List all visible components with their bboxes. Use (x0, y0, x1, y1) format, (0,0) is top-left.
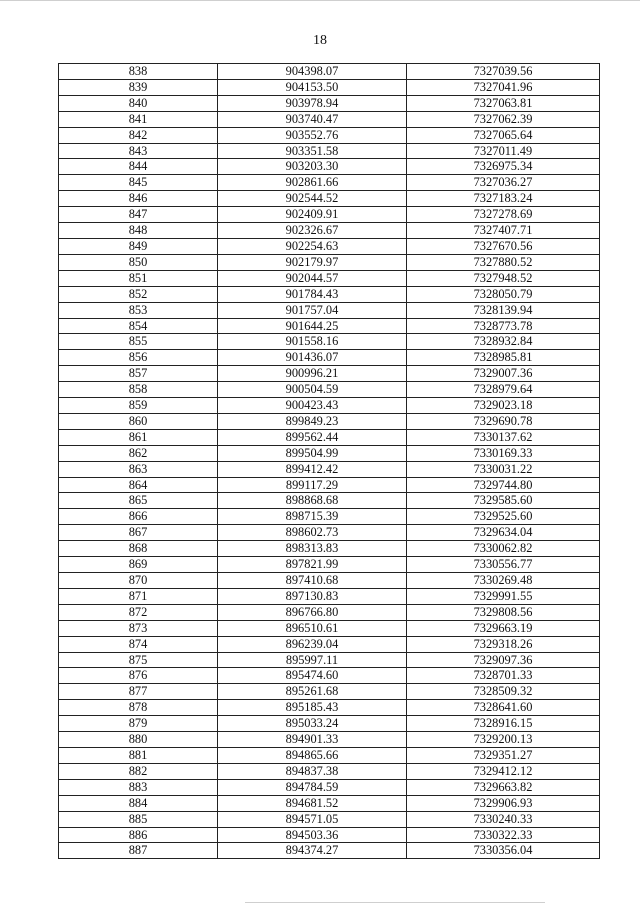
point-number-cell: 866 (59, 509, 218, 525)
table-row (59, 413, 600, 429)
point-number-cell: 867 (59, 525, 218, 541)
table-row (59, 350, 600, 366)
x-coordinate-cell: 895261.68 (218, 684, 407, 700)
x-coordinate-cell: 899504.99 (218, 445, 407, 461)
page-bottom-edge (245, 902, 545, 903)
y-coordinate-cell: 7329991.55 (407, 588, 600, 604)
x-coordinate-cell: 902544.52 (218, 191, 407, 207)
point-number-cell: 846 (59, 191, 218, 207)
table-row (59, 254, 600, 270)
point-number-cell: 848 (59, 223, 218, 239)
point-number-cell: 883 (59, 779, 218, 795)
coordinates-table-body (59, 64, 600, 859)
table-row (59, 636, 600, 652)
point-number-cell: 845 (59, 175, 218, 191)
point-number-cell: 871 (59, 588, 218, 604)
point-number-cell: 843 (59, 143, 218, 159)
table-row (59, 716, 600, 732)
table-row (59, 620, 600, 636)
y-coordinate-cell: 7328773.78 (407, 318, 600, 334)
y-coordinate-cell: 7327278.69 (407, 207, 600, 223)
y-coordinate-cell: 7329663.82 (407, 779, 600, 795)
page-number: 18 (313, 33, 327, 48)
table-row (59, 493, 600, 509)
x-coordinate-cell: 894571.05 (218, 811, 407, 827)
table-row (59, 159, 600, 175)
table-row (59, 779, 600, 795)
table-row (59, 541, 600, 557)
table-row (59, 668, 600, 684)
table-row (59, 763, 600, 779)
y-coordinate-cell: 7329200.13 (407, 732, 600, 748)
table-row (59, 223, 600, 239)
x-coordinate-cell: 904153.50 (218, 79, 407, 95)
x-coordinate-cell: 894374.27 (218, 843, 407, 859)
table-row (59, 573, 600, 589)
x-coordinate-cell: 897410.68 (218, 573, 407, 589)
point-number-cell: 853 (59, 302, 218, 318)
table-row (59, 429, 600, 445)
table-row (59, 509, 600, 525)
point-number-cell: 869 (59, 557, 218, 573)
table-row (59, 700, 600, 716)
x-coordinate-cell: 902254.63 (218, 238, 407, 254)
y-coordinate-cell: 7327063.81 (407, 95, 600, 111)
table-row (59, 525, 600, 541)
table-row (59, 398, 600, 414)
y-coordinate-cell: 7327041.96 (407, 79, 600, 95)
y-coordinate-cell: 7329318.26 (407, 636, 600, 652)
point-number-cell: 840 (59, 95, 218, 111)
x-coordinate-cell: 895033.24 (218, 716, 407, 732)
table-row (59, 843, 600, 859)
point-number-cell: 877 (59, 684, 218, 700)
y-coordinate-cell: 7328932.84 (407, 334, 600, 350)
x-coordinate-cell: 902409.91 (218, 207, 407, 223)
x-coordinate-cell: 899849.23 (218, 413, 407, 429)
table-row (59, 811, 600, 827)
y-coordinate-cell: 7330031.22 (407, 461, 600, 477)
x-coordinate-cell: 901784.43 (218, 286, 407, 302)
point-number-cell: 844 (59, 159, 218, 175)
y-coordinate-cell: 7330137.62 (407, 429, 600, 445)
point-number-cell: 852 (59, 286, 218, 302)
y-coordinate-cell: 7329007.36 (407, 366, 600, 382)
y-coordinate-cell: 7328979.64 (407, 382, 600, 398)
table-row (59, 684, 600, 700)
table-row (59, 366, 600, 382)
table-row (59, 79, 600, 95)
point-number-cell: 874 (59, 636, 218, 652)
point-number-cell: 856 (59, 350, 218, 366)
y-coordinate-cell: 7327065.64 (407, 127, 600, 143)
y-coordinate-cell: 7330269.48 (407, 573, 600, 589)
table-row (59, 207, 600, 223)
y-coordinate-cell: 7330240.33 (407, 811, 600, 827)
point-number-cell: 862 (59, 445, 218, 461)
x-coordinate-cell: 895185.43 (218, 700, 407, 716)
x-coordinate-cell: 903978.94 (218, 95, 407, 111)
table-row (59, 604, 600, 620)
y-coordinate-cell: 7330322.33 (407, 827, 600, 843)
point-number-cell: 847 (59, 207, 218, 223)
y-coordinate-cell: 7330062.82 (407, 541, 600, 557)
table-row (59, 64, 600, 80)
y-coordinate-cell: 7327011.49 (407, 143, 600, 159)
point-number-cell: 849 (59, 238, 218, 254)
y-coordinate-cell: 7329525.60 (407, 509, 600, 525)
y-coordinate-cell: 7330556.77 (407, 557, 600, 573)
x-coordinate-cell: 898715.39 (218, 509, 407, 525)
point-number-cell: 851 (59, 270, 218, 286)
x-coordinate-cell: 903351.58 (218, 143, 407, 159)
x-coordinate-cell: 898313.83 (218, 541, 407, 557)
table-row (59, 318, 600, 334)
point-number-cell: 860 (59, 413, 218, 429)
y-coordinate-cell: 7329412.12 (407, 763, 600, 779)
table-row (59, 382, 600, 398)
point-number-cell: 838 (59, 64, 218, 80)
table-row (59, 334, 600, 350)
table-row (59, 302, 600, 318)
y-coordinate-cell: 7328509.32 (407, 684, 600, 700)
point-number-cell: 875 (59, 652, 218, 668)
x-coordinate-cell: 902179.97 (218, 254, 407, 270)
point-number-cell: 865 (59, 493, 218, 509)
point-number-cell: 876 (59, 668, 218, 684)
table-row (59, 557, 600, 573)
y-coordinate-cell: 7328701.33 (407, 668, 600, 684)
y-coordinate-cell: 7329351.27 (407, 747, 600, 763)
table-row (59, 270, 600, 286)
x-coordinate-cell: 895997.11 (218, 652, 407, 668)
table-row (59, 127, 600, 143)
point-number-cell: 839 (59, 79, 218, 95)
x-coordinate-cell: 896766.80 (218, 604, 407, 620)
point-number-cell: 863 (59, 461, 218, 477)
table-row (59, 652, 600, 668)
y-coordinate-cell: 7328985.81 (407, 350, 600, 366)
x-coordinate-cell: 899117.29 (218, 477, 407, 493)
point-number-cell: 873 (59, 620, 218, 636)
x-coordinate-cell: 899562.44 (218, 429, 407, 445)
table-row (59, 175, 600, 191)
x-coordinate-cell: 903740.47 (218, 111, 407, 127)
table-row (59, 588, 600, 604)
table-row (59, 111, 600, 127)
coordinates-table (58, 63, 600, 859)
point-number-cell: 878 (59, 700, 218, 716)
table-row (59, 286, 600, 302)
y-coordinate-cell: 7326975.34 (407, 159, 600, 175)
y-coordinate-cell: 7327407.71 (407, 223, 600, 239)
y-coordinate-cell: 7327670.56 (407, 238, 600, 254)
page-top-edge (0, 0, 640, 1)
point-number-cell: 859 (59, 398, 218, 414)
table-row (59, 827, 600, 843)
y-coordinate-cell: 7329690.78 (407, 413, 600, 429)
y-coordinate-cell: 7329906.93 (407, 795, 600, 811)
x-coordinate-cell: 894901.33 (218, 732, 407, 748)
y-coordinate-cell: 7329634.04 (407, 525, 600, 541)
table-row (59, 477, 600, 493)
y-coordinate-cell: 7327880.52 (407, 254, 600, 270)
table-row (59, 795, 600, 811)
point-number-cell: 854 (59, 318, 218, 334)
point-number-cell: 861 (59, 429, 218, 445)
table-row (59, 732, 600, 748)
point-number-cell: 879 (59, 716, 218, 732)
table-row (59, 238, 600, 254)
point-number-cell: 857 (59, 366, 218, 382)
point-number-cell: 884 (59, 795, 218, 811)
x-coordinate-cell: 902326.67 (218, 223, 407, 239)
x-coordinate-cell: 898602.73 (218, 525, 407, 541)
table-row (59, 191, 600, 207)
y-coordinate-cell: 7327039.56 (407, 64, 600, 80)
x-coordinate-cell: 903203.30 (218, 159, 407, 175)
point-number-cell: 870 (59, 573, 218, 589)
x-coordinate-cell: 894503.36 (218, 827, 407, 843)
x-coordinate-cell: 903552.76 (218, 127, 407, 143)
point-number-cell: 858 (59, 382, 218, 398)
point-number-cell: 868 (59, 541, 218, 557)
x-coordinate-cell: 900423.43 (218, 398, 407, 414)
x-coordinate-cell: 901757.04 (218, 302, 407, 318)
y-coordinate-cell: 7329663.19 (407, 620, 600, 636)
y-coordinate-cell: 7328139.94 (407, 302, 600, 318)
x-coordinate-cell: 894837.38 (218, 763, 407, 779)
x-coordinate-cell: 899412.42 (218, 461, 407, 477)
x-coordinate-cell: 900996.21 (218, 366, 407, 382)
x-coordinate-cell: 900504.59 (218, 382, 407, 398)
table-row (59, 95, 600, 111)
y-coordinate-cell: 7328050.79 (407, 286, 600, 302)
x-coordinate-cell: 901644.25 (218, 318, 407, 334)
x-coordinate-cell: 897821.99 (218, 557, 407, 573)
x-coordinate-cell: 902861.66 (218, 175, 407, 191)
y-coordinate-cell: 7329097.36 (407, 652, 600, 668)
table-row (59, 143, 600, 159)
point-number-cell: 886 (59, 827, 218, 843)
y-coordinate-cell: 7330169.33 (407, 445, 600, 461)
x-coordinate-cell: 898868.68 (218, 493, 407, 509)
y-coordinate-cell: 7330356.04 (407, 843, 600, 859)
point-number-cell: 885 (59, 811, 218, 827)
x-coordinate-cell: 901436.07 (218, 350, 407, 366)
y-coordinate-cell: 7329585.60 (407, 493, 600, 509)
point-number-cell: 880 (59, 732, 218, 748)
y-coordinate-cell: 7328641.60 (407, 700, 600, 716)
x-coordinate-cell: 896239.04 (218, 636, 407, 652)
x-coordinate-cell: 895474.60 (218, 668, 407, 684)
y-coordinate-cell: 7329808.56 (407, 604, 600, 620)
table-row (59, 445, 600, 461)
x-coordinate-cell: 894865.66 (218, 747, 407, 763)
point-number-cell: 841 (59, 111, 218, 127)
point-number-cell: 887 (59, 843, 218, 859)
point-number-cell: 864 (59, 477, 218, 493)
y-coordinate-cell: 7327036.27 (407, 175, 600, 191)
y-coordinate-cell: 7327183.24 (407, 191, 600, 207)
y-coordinate-cell: 7327062.39 (407, 111, 600, 127)
point-number-cell: 881 (59, 747, 218, 763)
point-number-cell: 850 (59, 254, 218, 270)
x-coordinate-cell: 901558.16 (218, 334, 407, 350)
point-number-cell: 882 (59, 763, 218, 779)
x-coordinate-cell: 897130.83 (218, 588, 407, 604)
y-coordinate-cell: 7327948.52 (407, 270, 600, 286)
table-row (59, 747, 600, 763)
point-number-cell: 872 (59, 604, 218, 620)
x-coordinate-cell: 894784.59 (218, 779, 407, 795)
table-row (59, 461, 600, 477)
y-coordinate-cell: 7329744.80 (407, 477, 600, 493)
point-number-cell: 842 (59, 127, 218, 143)
x-coordinate-cell: 904398.07 (218, 64, 407, 80)
x-coordinate-cell: 902044.57 (218, 270, 407, 286)
y-coordinate-cell: 7328916.15 (407, 716, 600, 732)
y-coordinate-cell: 7329023.18 (407, 398, 600, 414)
point-number-cell: 855 (59, 334, 218, 350)
x-coordinate-cell: 896510.61 (218, 620, 407, 636)
x-coordinate-cell: 894681.52 (218, 795, 407, 811)
